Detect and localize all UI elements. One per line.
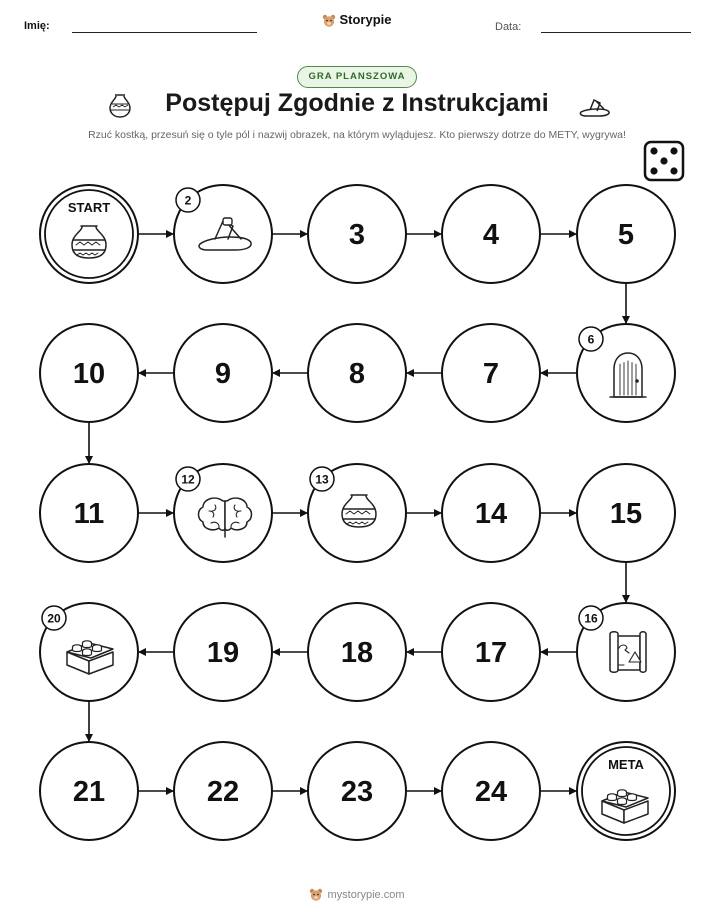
board-space-5 bbox=[577, 185, 675, 283]
start-space bbox=[40, 185, 138, 283]
board-space-21 bbox=[40, 742, 138, 840]
board-space-14 bbox=[442, 464, 540, 562]
space-number: 9 bbox=[214, 358, 232, 390]
space-number: 19 bbox=[206, 637, 240, 669]
space-number: 11 bbox=[73, 498, 105, 530]
footer-url: mystorypie.com bbox=[327, 888, 405, 901]
space-label: META bbox=[608, 757, 644, 772]
space-number: 15 bbox=[609, 498, 643, 530]
space-number: 17 bbox=[474, 637, 508, 669]
board-space-8 bbox=[308, 324, 406, 422]
space-number: 5 bbox=[617, 219, 635, 251]
board-space-11 bbox=[40, 464, 138, 562]
space-label: START bbox=[67, 200, 111, 215]
space-number: 12 bbox=[181, 472, 195, 487]
space-number: 14 bbox=[474, 498, 508, 530]
board-space-12 bbox=[174, 464, 272, 562]
board-space-24 bbox=[442, 742, 540, 840]
board-space-13 bbox=[308, 464, 406, 562]
board-space-17 bbox=[442, 603, 540, 701]
board-space-16 bbox=[577, 603, 675, 701]
board-space-20 bbox=[40, 603, 138, 701]
board-space-15 bbox=[577, 464, 675, 562]
board-space-23 bbox=[308, 742, 406, 840]
space-number: 18 bbox=[340, 637, 374, 669]
space-number: 13 bbox=[315, 472, 329, 487]
game-type-badge: GRA PLANSZOWA bbox=[297, 66, 417, 88]
finish-space bbox=[577, 742, 675, 840]
instructions-text: Rzuć kostką, przesuń się o tyle pól i nazwij obrazek, na którym wylądujesz. Kto pierwszy dotrze do METY, wygrywa! bbox=[88, 129, 626, 141]
board-space-18 bbox=[308, 603, 406, 701]
dice-icon bbox=[645, 142, 683, 180]
scroll-map-icon bbox=[610, 632, 646, 673]
board-space-3 bbox=[308, 185, 406, 283]
space-number: 21 bbox=[72, 776, 106, 808]
space-number: 8 bbox=[348, 358, 366, 390]
space-number: 22 bbox=[206, 776, 240, 808]
space-number: 7 bbox=[482, 358, 500, 390]
date-label: Data: bbox=[495, 21, 522, 33]
space-number: 2 bbox=[184, 193, 192, 208]
name-label: Imię: bbox=[24, 20, 50, 32]
space-number: 6 bbox=[587, 332, 595, 347]
board-space-19 bbox=[174, 603, 272, 701]
board-space-10 bbox=[40, 324, 138, 422]
bear-icon bbox=[309, 888, 323, 902]
space-number: 3 bbox=[348, 219, 366, 251]
board-space-9 bbox=[174, 324, 272, 422]
space-number: 20 bbox=[47, 611, 61, 626]
space-number: 23 bbox=[340, 776, 374, 808]
page-title: Postępuj Zgodnie z Instrukcjami bbox=[165, 89, 549, 117]
brand-name: Storypie bbox=[339, 12, 392, 27]
space-number: 24 bbox=[474, 776, 508, 808]
space-number: 4 bbox=[482, 219, 500, 251]
board-space-2 bbox=[174, 185, 272, 283]
space-number: 10 bbox=[72, 358, 106, 390]
space-number: 16 bbox=[584, 611, 598, 626]
board-space-22 bbox=[174, 742, 272, 840]
footer bbox=[0, 888, 714, 902]
board-space-7 bbox=[442, 324, 540, 422]
board-space-4 bbox=[442, 185, 540, 283]
board-space-6 bbox=[577, 324, 675, 422]
